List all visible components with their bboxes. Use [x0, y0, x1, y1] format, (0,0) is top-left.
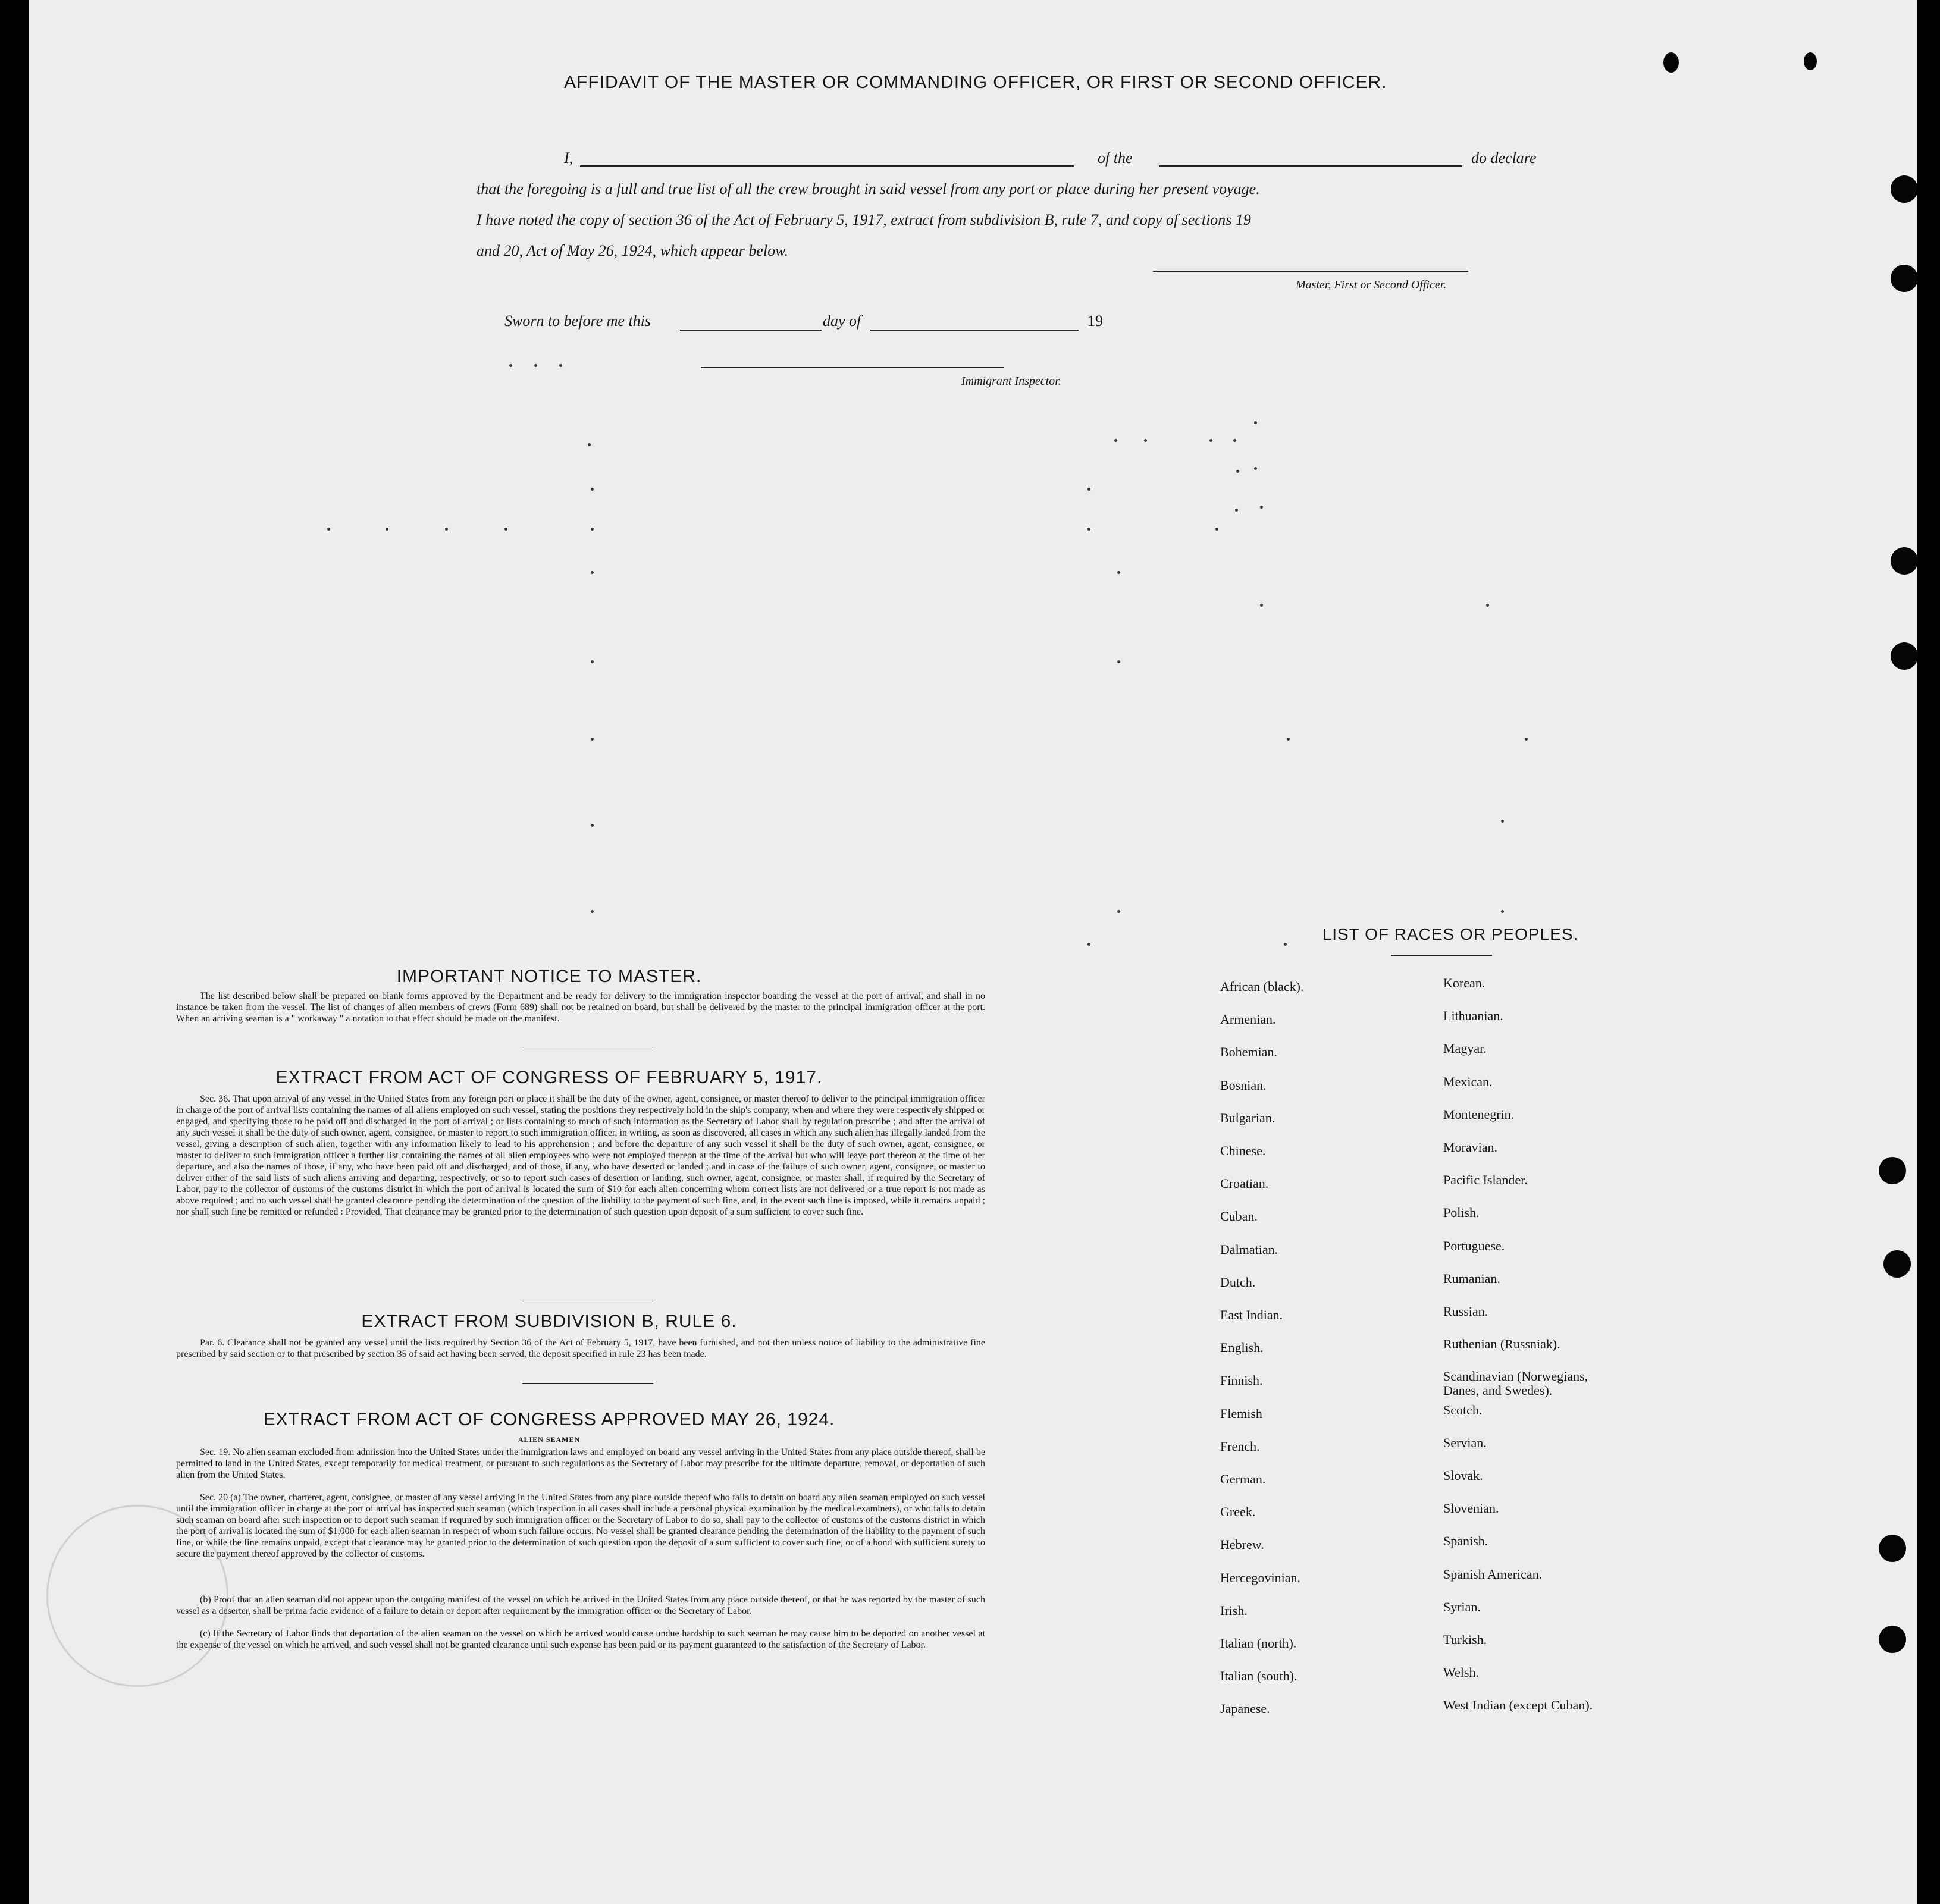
master-signature-caption: Master, First or Second Officer.	[1296, 278, 1447, 291]
race-item: Japanese.	[1220, 1701, 1270, 1717]
race-item: Greek.	[1220, 1504, 1256, 1520]
punch-hole	[1891, 175, 1917, 203]
stray-dot	[1260, 604, 1263, 607]
affidavit-do-declare: do declare	[1471, 149, 1537, 167]
punch-hole	[1879, 1157, 1906, 1184]
extract-1917-title: EXTRACT FROM ACT OF CONGRESS OF FEBRUARY 5, 1917.	[275, 1068, 823, 1087]
name-blank[interactable]	[580, 165, 1074, 167]
notice-text: The list described below shall be prepared on blank forms approved by the Department and be ready for delivery to the immigration inspector boarding the vessel at the port of arrival, and shall in no instance be taken from the vessel. The list of changes of alien members of crews (Form 689) shall not be retained on board, but shall be delivered by the master to the principal immigration officer at the port. When an arriving seaman is a " workaway " a notation to that effect should be made on the manifest.	[176, 991, 985, 1024]
divider	[1391, 955, 1492, 956]
stray-dot	[588, 443, 591, 446]
stray-dot	[1087, 488, 1090, 491]
master-signature-line[interactable]	[1153, 271, 1468, 272]
punch-hole	[1891, 265, 1917, 292]
affidavit-of-the: of the	[1098, 149, 1133, 167]
stray-dot	[1215, 528, 1218, 531]
sworn-day-blank[interactable]	[680, 330, 822, 331]
sworn-prefix: Sworn to before me this	[504, 312, 651, 330]
race-item: Magyar.	[1443, 1041, 1487, 1056]
race-item: Dalmatian.	[1220, 1241, 1278, 1257]
stray-dot	[1087, 943, 1090, 946]
race-item: Bosnian.	[1220, 1077, 1267, 1093]
punch-hole	[1883, 1250, 1911, 1278]
extract-1924-sec20b: (b) Proof that an alien seaman did not appear upon the outgoing manifest of the vessel on which he arrived in the United States from any place outside thereof, or that he was reported by the master of such vessel as a deserter, shall be prima facie evidence of a failure to detain or deport after requirement by the immigration officer or the Secretary of Labor.	[176, 1595, 985, 1616]
inspector-caption: Immigrant Inspector.	[961, 375, 1061, 388]
punch-hole	[1804, 52, 1817, 70]
inspector-signature-line[interactable]	[701, 367, 1004, 368]
race-item: Portuguese.	[1443, 1238, 1505, 1253]
punch-hole	[1891, 547, 1917, 575]
race-item: Mexican.	[1443, 1074, 1493, 1089]
race-item: Irish.	[1220, 1602, 1248, 1618]
stray-dot	[1501, 820, 1504, 823]
race-item: Scotch.	[1443, 1402, 1483, 1417]
stray-dot	[1114, 439, 1117, 442]
stray-dot	[509, 364, 512, 367]
race-item: East Indian.	[1220, 1307, 1283, 1322]
race-item: Spanish.	[1443, 1533, 1488, 1549]
race-item: English.	[1220, 1340, 1264, 1356]
race-item: Moravian.	[1443, 1140, 1498, 1155]
stray-dot	[1117, 910, 1120, 913]
race-item: Syrian.	[1443, 1599, 1481, 1614]
stray-dot	[386, 528, 388, 531]
extract-1924-sec20c: (c) If the Secretary of Labor finds that deportation of the alien seaman on the vessel on which he arrived would cause undue hardship to such seaman he may cause him to be deported on another vessel at the expense of the vessel on which he arrived, and such vessel shall not be granted clearance until such expense has been paid or its payment guaranteed to the satisfaction of the Secretary of Labor.	[176, 1629, 985, 1650]
extract-rule6-title: EXTRACT FROM SUBDIVISION B, RULE 6.	[361, 1312, 737, 1331]
race-item: Italian (north).	[1220, 1636, 1297, 1651]
divider	[522, 1383, 653, 1384]
race-item: Pacific Islander.	[1443, 1172, 1528, 1188]
stray-dot	[591, 528, 594, 531]
stray-dot	[1117, 571, 1120, 574]
races-right-column	[1443, 975, 1693, 1725]
race-item: Ruthenian (Russniak).	[1443, 1337, 1560, 1352]
affidavit-line-4: and 20, Act of May 26, 1924, which appear below.	[477, 242, 789, 259]
sworn-line	[504, 312, 651, 330]
races-left-column	[1220, 979, 1399, 1729]
race-item: Bohemian.	[1220, 1044, 1277, 1060]
punch-hole	[1891, 642, 1917, 670]
race-item: German.	[1220, 1472, 1266, 1486]
races-title: LIST OF RACES OR PEOPLES.	[1322, 925, 1579, 943]
affidavit-text	[448, 143, 1543, 266]
race-item: Slovenian.	[1443, 1501, 1499, 1516]
sworn-year: 19	[1087, 312, 1103, 330]
race-item: Welsh.	[1443, 1665, 1479, 1680]
race-item: Servian.	[1443, 1435, 1487, 1450]
race-item: Flemish	[1220, 1406, 1262, 1421]
race-item: Spanish American.	[1443, 1566, 1543, 1582]
stray-dot	[559, 364, 562, 367]
affidavit-title: AFFIDAVIT OF THE MASTER OR COMMANDING OFFICER, OR FIRST OR SECOND OFFICER.	[564, 73, 1387, 92]
race-item: Russian.	[1443, 1304, 1488, 1319]
affidavit-line-2: that the foregoing is a full and true list of all the crew brought in said vessel from any port or place during her present voyage.	[477, 180, 1260, 197]
stray-dot	[1260, 506, 1263, 509]
sworn-day-of: day of	[823, 312, 861, 330]
affidavit-i: I,	[564, 149, 573, 167]
stray-dot	[591, 660, 594, 663]
extract-1924-sec20a: Sec. 20 (a) The owner, charterer, agent, consignee, or master of any vessel arriving in the United States from any place outside thereof who fails to detain on board any alien seaman employed on such vessel until the immigration officer in charge at the port of arrival has inspected such seaman (which inspection in all cases shall include a personal physical examination by the medical examiners), or who fails to detain such seaman on board after such inspection or to deport such seaman if required by such immigration officer or the Secretary of Labor to do so, shall pay to the collector of customs of the customs district in which the port of arrival is located the sum of $1,000 for each alien seaman in respect of whom such failure occurs. No vessel shall be granted clearance pending the determination of the liability to the payment of such fine, or while the fine remains unpaid, except that clearance may be granted prior to the determination of such question upon the deposit of a sum sufficient to cover such fine, or of a bond with sufficient surety to secure the payment thereof approved by the collector of customs.	[176, 1492, 985, 1559]
stray-dot	[1209, 439, 1212, 442]
extract-1917-text: Sec. 36. That upon arrival of any vessel in the United States from any foreign port or place it shall be the duty of the owner, agent, consignee, or master thereof to deliver to the principal immigration officer in charge of the port of arrival lists containing the names of all aliens employed on such vessel, stating the positions they respectively hold in the ship's company, when and where they were respectively shipped or engaged, and specifying those to be paid off and discharged in the port of arrival ; or lists containing so much of such information as the Secretary of Labor shall by regulation prescribe ; and after the arrival of any such vessel it shall be the duty of such owner, agent, consignee, or master to report to such immigration officer, in writing, as soon as discovered, all cases in which any such alien has illegally landed from the vessel, giving a description of such alien, together with any information likely to lead to his apprehension ; and before the departure of any such vessel it shall be the duty of such owner, agent, consignee, or master to deliver to such immigration officer a further list containing the names of all alien employees who were not employed thereon at the time of the arrival but who will leave port thereon at the time of her departure, and also the names of those, if any, who have been paid off and discharged, and of those, if any, who have deserted or landed ; and in case of the failure of such owner, agent, consignee, or master to deliver either of the said lists of such aliens arriving and departing, respectively, or so to report such cases of desertion or landing, such owner, agent, consignee, or master shall, if required by the Secretary of Labor, pay to the collector of customs of the customs district in which the port of arrival is located the sum of $10 for each alien concerning whom correct lists are not delivered or a true report is not made as above required ; and no such vessel shall be granted clearance pending the determination of the question of the liability to the payment of such fine, and, in the event such fine is imposed, while it remains unpaid ; nor shall such fine be remitted or refunded : Provided, That clearance may be granted prior to the determination of such question upon deposit of a sum sufficient to cover such fine.	[176, 1094, 985, 1217]
race-item: West Indian (except Cuban).	[1443, 1698, 1593, 1713]
manifest-back-page	[29, 0, 1917, 1904]
stray-dot	[1254, 467, 1257, 470]
stray-dot	[445, 528, 448, 531]
stray-dot	[591, 738, 594, 741]
race-item: Croatian.	[1220, 1176, 1269, 1191]
stray-dot	[1284, 943, 1287, 946]
race-item: French.	[1220, 1438, 1260, 1454]
stray-dot	[1486, 604, 1489, 607]
stray-dot	[1144, 439, 1147, 442]
affidavit-line-3: I have noted the copy of section 36 of the Act of February 5, 1917, extract from subdivision B, rule 7, and copy of sections 19	[477, 211, 1251, 228]
race-item: Cuban.	[1220, 1209, 1258, 1224]
stray-dot	[591, 488, 594, 491]
extract-1924-title: EXTRACT FROM ACT OF CONGRESS APPROVED MAY 26, 1924.	[263, 1410, 835, 1429]
stray-dot	[1087, 528, 1090, 531]
race-item: Montenegrin.	[1443, 1106, 1515, 1122]
punch-hole	[1879, 1535, 1906, 1562]
stray-dot	[504, 528, 507, 531]
punch-hole	[1879, 1626, 1906, 1653]
stray-dot	[1236, 470, 1239, 473]
race-item: Finnish.	[1220, 1373, 1263, 1388]
notice-title: IMPORTANT NOTICE TO MASTER.	[396, 967, 702, 986]
extract-rule6-text: Par. 6. Clearance shall not be granted any vessel until the lists required by Section 36 of the Act of February 5, 1917, have been furnished, and not then unless notice of liability to the administrative fine prescribed by said section or to that prescribed by section 35 of said act having been served, the deposit specified in rule 23 has been made.	[176, 1338, 985, 1359]
punch-hole	[1663, 52, 1679, 73]
race-item: Bulgarian.	[1220, 1110, 1275, 1125]
race-item: Rumanian.	[1443, 1271, 1500, 1286]
race-item: Armenian.	[1220, 1012, 1276, 1027]
race-item: Scandinavian (Norwegians, Danes, and Swedes).	[1443, 1369, 1588, 1398]
stray-dot	[1287, 738, 1290, 741]
stray-dot	[1501, 910, 1504, 913]
alien-seamen-subtitle: ALIEN SEAMEN	[518, 1435, 581, 1444]
stray-dot	[327, 528, 330, 531]
stray-dot	[1235, 509, 1238, 512]
sworn-month-blank[interactable]	[870, 330, 1079, 331]
race-item: Chinese.	[1220, 1143, 1266, 1158]
race-item: Turkish.	[1443, 1632, 1487, 1647]
extract-1924-sec19: Sec. 19. No alien seaman excluded from admission into the United States under the immigration laws and employed on board any vessel arriving in the United States from any place outside thereof, shall be permitted to land in the United States, except temporarily for medical treatment, or pursuant to such regulations as the Secretary of Labor may prescribe for the ultimate departure, removal, or deportation of such alien from the United States.	[176, 1447, 985, 1480]
race-item: Hebrew.	[1220, 1537, 1264, 1552]
stray-dot	[591, 571, 594, 574]
stray-dot	[1525, 738, 1528, 741]
vessel-blank[interactable]	[1159, 165, 1462, 167]
stray-dot	[1117, 660, 1120, 663]
race-item: Italian (south).	[1220, 1668, 1297, 1684]
race-item: Dutch.	[1220, 1274, 1256, 1290]
stray-dot	[534, 364, 537, 367]
race-item: Lithuanian.	[1443, 1008, 1503, 1024]
race-item: Korean.	[1443, 975, 1485, 990]
stray-dot	[591, 910, 594, 913]
stray-dot	[1254, 421, 1257, 424]
race-item: Hercegovinian.	[1220, 1570, 1300, 1585]
stray-dot	[1233, 439, 1236, 442]
race-item: Polish.	[1443, 1205, 1480, 1221]
race-item: Slovak.	[1443, 1468, 1483, 1483]
stray-dot	[591, 824, 594, 827]
race-item: African (black).	[1220, 979, 1304, 994]
